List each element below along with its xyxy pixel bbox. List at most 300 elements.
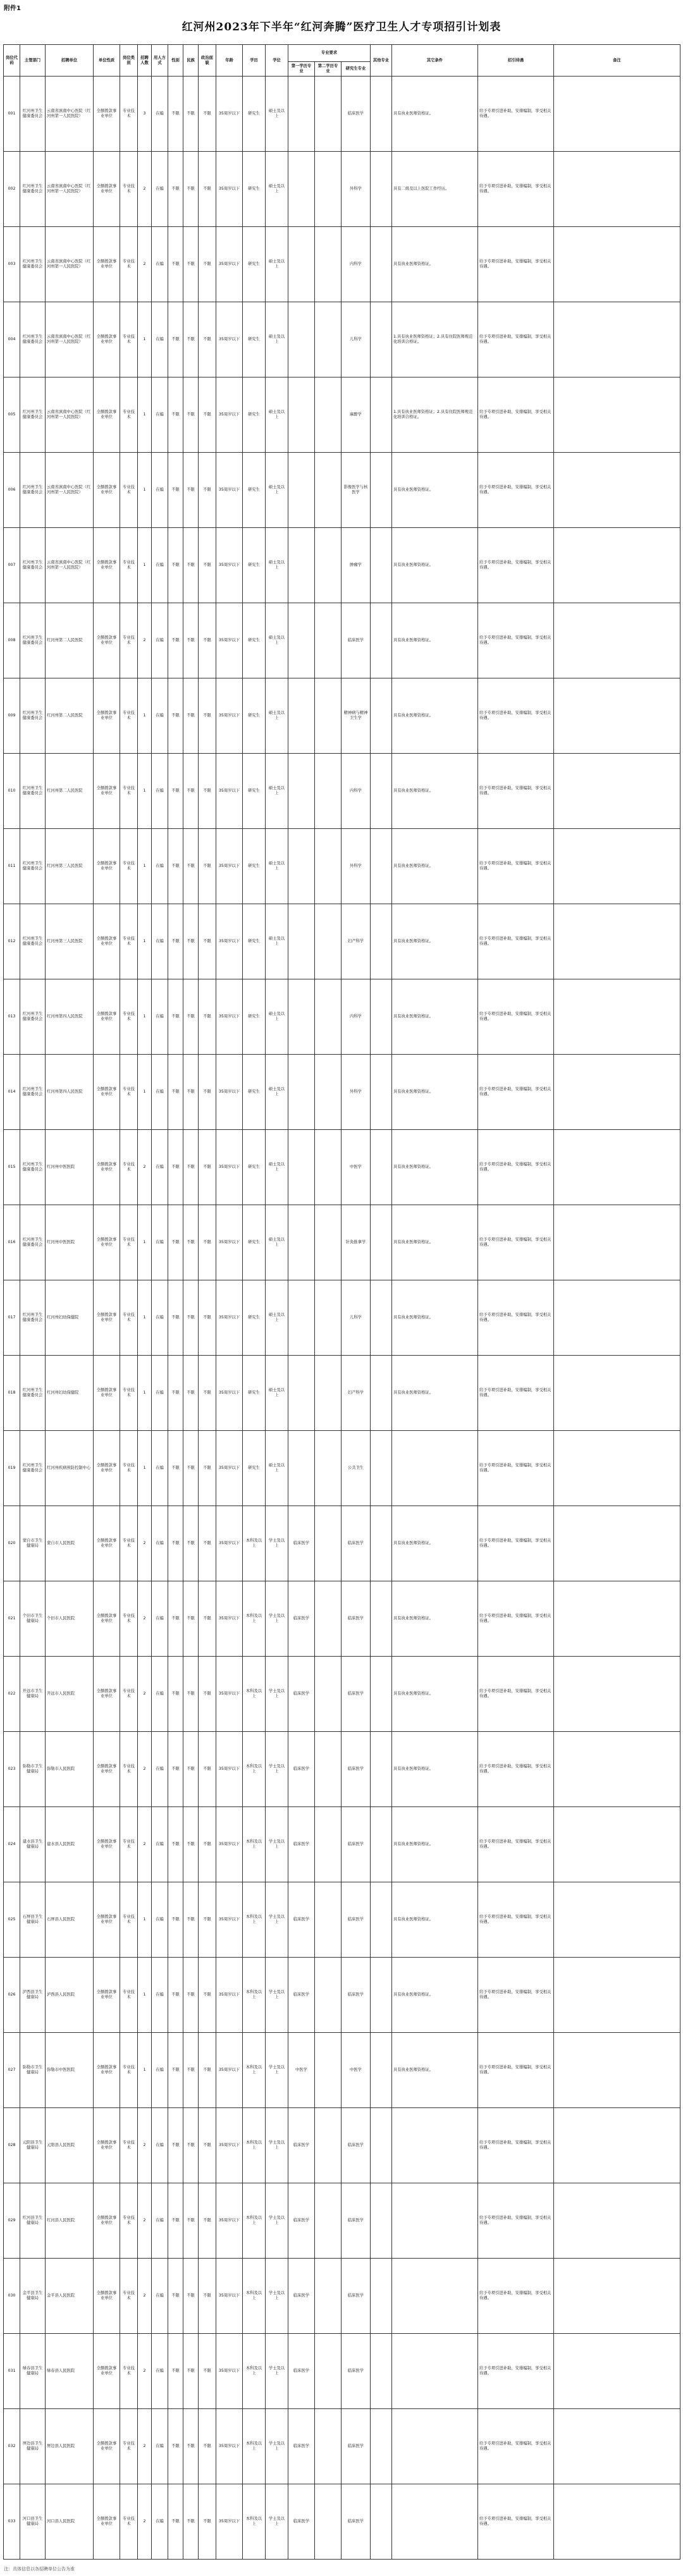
cell-nation: 不限 [183, 2108, 199, 2183]
cell-unit-type: 全额拨款事业单位 [94, 603, 120, 678]
cell-unit-type: 全额拨款事业单位 [94, 77, 120, 152]
cell-degree: 硕士及以上 [266, 453, 288, 528]
cell-edu: 研究生 [243, 1055, 266, 1130]
cell-major2 [315, 2334, 342, 2409]
cell-remark [554, 2334, 680, 2409]
cell-nation: 不限 [183, 302, 199, 377]
cell-no: 026 [4, 1958, 20, 2033]
cell-major1 [288, 678, 315, 754]
cell-nation: 不限 [183, 1581, 199, 1657]
cell-count: 1 [138, 2033, 152, 2108]
cell-major1: 临床医学 [288, 1581, 315, 1657]
cell-degree: 硕士及以上 [266, 302, 288, 377]
cell-major1 [288, 77, 315, 152]
cell-conditions: 具有执业医师资格证。 [392, 1732, 478, 1807]
cell-unit-type: 全额拨款事业单位 [94, 1130, 120, 1205]
cell-gender: 不限 [168, 2259, 183, 2334]
cell-treatment: 给予专项引进补助，安排编制，享受相关待遇。 [478, 2409, 554, 2484]
cell-unit: 蒙自市人民医院 [46, 1506, 94, 1581]
cell-major1: 临床医学 [288, 1732, 315, 1807]
cell-age: 35周岁以下 [216, 1130, 243, 1205]
cell-unit-type: 全额拨款事业单位 [94, 904, 120, 979]
cell-unit: 泸西县人民医院 [46, 1958, 94, 2033]
cell-count: 1 [138, 1280, 152, 1356]
cell-gender: 不限 [168, 377, 183, 453]
cell-treatment: 给予专项引进补助，安排编制，享受相关待遇。 [478, 2183, 554, 2259]
cell-unit: 绿春县人民医院 [46, 2334, 94, 2409]
table-row [4, 1205, 680, 1280]
cell-politics: 不限 [199, 152, 216, 227]
cell-gender: 不限 [168, 2108, 183, 2183]
cell-nation: 不限 [183, 1356, 199, 1431]
cell-remark [554, 2033, 680, 2108]
cell-post-type: 专业技术 [120, 2484, 138, 2560]
cell-politics: 不限 [199, 2033, 216, 2108]
cell-gender: 不限 [168, 1882, 183, 1958]
cell-age: 35周岁以下 [216, 678, 243, 754]
cell-other-major [371, 1506, 392, 1581]
cell-other-major [371, 2484, 392, 2560]
cell-unit-type: 全额拨款事业单位 [94, 1882, 120, 1958]
cell-count: 1 [138, 678, 152, 754]
cell-age: 35周岁以下 [216, 1807, 243, 1882]
cell-major2 [315, 1807, 342, 1882]
cell-remark [554, 77, 680, 152]
cell-degree: 学士及以上 [266, 2334, 288, 2409]
cell-nation: 不限 [183, 1506, 199, 1581]
cell-conditions [392, 2334, 478, 2409]
cell-age: 35周岁以下 [216, 2484, 243, 2560]
cell-gender: 不限 [168, 2334, 183, 2409]
cell-unit-type: 全额拨款事业单位 [94, 2484, 120, 2560]
table-row [4, 302, 680, 377]
cell-unit: 红河州第二人民医院 [46, 678, 94, 754]
cell-post-type: 专业技术 [120, 2334, 138, 2409]
cell-major2 [315, 1732, 342, 1807]
cell-remark [554, 1958, 680, 2033]
cell-remark [554, 528, 680, 603]
cell-other-major [371, 1356, 392, 1431]
cell-region: 红河州卫生健康委员会 [20, 377, 46, 453]
header-major3: 研究生专业 [342, 62, 371, 77]
cell-hire-mode: 在编 [152, 77, 168, 152]
cell-edu: 研究生 [243, 528, 266, 603]
cell-nation: 不限 [183, 2484, 199, 2560]
cell-region: 红河州卫生健康委员会 [20, 603, 46, 678]
header-major1: 第一学历专业 [288, 62, 315, 77]
cell-conditions: 具有执业医师资格证。 [392, 2033, 478, 2108]
cell-major1: 临床医学 [288, 2334, 315, 2409]
table-row [4, 603, 680, 678]
cell-conditions: 具有执业医师资格证。 [392, 77, 478, 152]
cell-nation: 不限 [183, 754, 199, 829]
cell-conditions: 具有执业医师资格证。 [392, 1958, 478, 2033]
cell-region: 弥勒市卫生健康局 [20, 2033, 46, 2108]
cell-region: 红河州卫生健康委员会 [20, 453, 46, 528]
cell-hire-mode: 在编 [152, 1055, 168, 1130]
cell-major1 [288, 227, 315, 302]
cell-count: 1 [138, 1431, 152, 1506]
cell-treatment: 给予专项引进补助，安排编制，享受相关待遇。 [478, 377, 554, 453]
cell-age: 35周岁以下 [216, 1958, 243, 2033]
cell-major1 [288, 1431, 315, 1506]
cell-treatment: 给予专项引进补助，安排编制，享受相关待遇。 [478, 152, 554, 227]
cell-treatment: 给予专项引进补助，安排编制，享受相关待遇。 [478, 678, 554, 754]
cell-gender: 不限 [168, 1581, 183, 1657]
cell-conditions: 具有执业医师资格证。 [392, 829, 478, 904]
cell-region: 红河州卫生健康委员会 [20, 979, 46, 1055]
cell-nation: 不限 [183, 1280, 199, 1356]
cell-gender: 不限 [168, 829, 183, 904]
cell-unit: 弥勒市人民医院 [46, 1732, 94, 1807]
cell-post-type: 专业技术 [120, 1657, 138, 1732]
cell-hire-mode: 在编 [152, 2033, 168, 2108]
cell-unit-type: 全额拨款事业单位 [94, 979, 120, 1055]
cell-edu: 研究生 [243, 152, 266, 227]
cell-post-type: 专业技术 [120, 1732, 138, 1807]
cell-conditions: 具有执业医师资格证。 [392, 979, 478, 1055]
cell-major1 [288, 904, 315, 979]
cell-age: 35周岁以下 [216, 152, 243, 227]
cell-unit: 屏边县人民医院 [46, 2409, 94, 2484]
cell-age: 35周岁以下 [216, 2409, 243, 2484]
cell-major3: 外科学 [342, 152, 371, 227]
cell-remark [554, 1581, 680, 1657]
cell-region: 红河州卫生健康委员会 [20, 678, 46, 754]
cell-conditions: 具有二级及以上医院工作经历。 [392, 152, 478, 227]
cell-remark [554, 904, 680, 979]
cell-gender: 不限 [168, 1356, 183, 1431]
cell-treatment: 给予专项引进补助，安排编制，享受相关待遇。 [478, 77, 554, 152]
cell-unit-type: 全额拨款事业单位 [94, 2108, 120, 2183]
cell-unit-type: 全额拨款事业单位 [94, 2259, 120, 2334]
cell-edu: 研究生 [243, 77, 266, 152]
cell-major3: 临床医学 [342, 2484, 371, 2560]
cell-remark [554, 979, 680, 1055]
cell-degree: 学士及以上 [266, 2484, 288, 2560]
cell-conditions: 具有执业医师资格证。 [392, 603, 478, 678]
cell-unit-type: 全额拨款事业单位 [94, 1958, 120, 2033]
cell-age: 35周岁以下 [216, 2334, 243, 2409]
cell-age: 35周岁以下 [216, 453, 243, 528]
cell-politics: 不限 [199, 1882, 216, 1958]
cell-no: 009 [4, 678, 20, 754]
cell-count: 1 [138, 302, 152, 377]
cell-major2 [315, 377, 342, 453]
cell-region: 红河州卫生健康委员会 [20, 754, 46, 829]
cell-hire-mode: 在编 [152, 2484, 168, 2560]
cell-major1 [288, 754, 315, 829]
cell-remark [554, 1807, 680, 1882]
cell-region: 红河州卫生健康委员会 [20, 1356, 46, 1431]
cell-post-type: 专业技术 [120, 1280, 138, 1356]
cell-other-major [371, 2259, 392, 2334]
table-row [4, 528, 680, 603]
cell-degree: 硕士及以上 [266, 377, 288, 453]
cell-politics: 不限 [199, 1280, 216, 1356]
cell-region: 绿春县卫生健康局 [20, 2334, 46, 2409]
cell-count: 3 [138, 77, 152, 152]
cell-other-major [371, 152, 392, 227]
cell-unit-type: 全额拨款事业单位 [94, 829, 120, 904]
cell-nation: 不限 [183, 1657, 199, 1732]
cell-major3: 内科学 [342, 979, 371, 1055]
cell-region: 屏边县卫生健康局 [20, 2409, 46, 2484]
cell-major3: 临床医学 [342, 2259, 371, 2334]
table-row [4, 829, 680, 904]
cell-age: 35周岁以下 [216, 1055, 243, 1130]
cell-hire-mode: 在编 [152, 1431, 168, 1506]
cell-politics: 不限 [199, 2108, 216, 2183]
cell-unit: 弥勒市中医医院 [46, 2033, 94, 2108]
cell-other-major [371, 603, 392, 678]
cell-edu: 本科及以上 [243, 2334, 266, 2409]
cell-politics: 不限 [199, 302, 216, 377]
cell-treatment: 给予专项引进补助，安排编制，享受相关待遇。 [478, 1055, 554, 1130]
cell-remark [554, 2484, 680, 2560]
cell-post-type: 专业技术 [120, 829, 138, 904]
cell-remark [554, 2259, 680, 2334]
cell-age: 35周岁以下 [216, 1506, 243, 1581]
cell-no: 003 [4, 227, 20, 302]
cell-unit: 红河州妇幼保健院 [46, 1356, 94, 1431]
cell-count: 2 [138, 152, 152, 227]
cell-other-major [371, 77, 392, 152]
cell-politics: 不限 [199, 2409, 216, 2484]
table-row [4, 152, 680, 227]
cell-conditions: 具有执业医师资格证。 [392, 1280, 478, 1356]
cell-no: 027 [4, 2033, 20, 2108]
cell-gender: 不限 [168, 678, 183, 754]
cell-major2 [315, 1356, 342, 1431]
table-row [4, 2484, 680, 2560]
cell-major3: 儿科学 [342, 302, 371, 377]
cell-unit: 红河州中医医院 [46, 1130, 94, 1205]
cell-unit: 云南省滇南中心医院（红河州第一人民医院） [46, 77, 94, 152]
table-row [4, 453, 680, 528]
cell-count: 2 [138, 2259, 152, 2334]
cell-politics: 不限 [199, 1581, 216, 1657]
cell-region: 红河州卫生健康委员会 [20, 302, 46, 377]
cell-major3: 儿科学 [342, 1280, 371, 1356]
cell-remark [554, 1130, 680, 1205]
cell-politics: 不限 [199, 528, 216, 603]
cell-major2 [315, 904, 342, 979]
cell-major3: 临床医学 [342, 2108, 371, 2183]
cell-major2 [315, 77, 342, 152]
table-row [4, 1732, 680, 1807]
cell-gender: 不限 [168, 603, 183, 678]
cell-unit-type: 全额拨款事业单位 [94, 528, 120, 603]
cell-unit: 红河州第三人民医院 [46, 829, 94, 904]
header-hire-mode: 用人方式 [152, 45, 168, 77]
cell-count: 2 [138, 2334, 152, 2409]
cell-degree: 硕士及以上 [266, 1205, 288, 1280]
cell-major2 [315, 528, 342, 603]
header-post-type: 岗位类别 [120, 45, 138, 77]
cell-no: 006 [4, 453, 20, 528]
cell-age: 35周岁以下 [216, 1581, 243, 1657]
cell-age: 35周岁以下 [216, 302, 243, 377]
cell-nation: 不限 [183, 1807, 199, 1882]
cell-post-type: 专业技术 [120, 2183, 138, 2259]
cell-region: 红河州卫生健康委员会 [20, 1431, 46, 1506]
cell-major2 [315, 152, 342, 227]
cell-unit-type: 全额拨款事业单位 [94, 453, 120, 528]
header-region: 主管部门 [20, 45, 46, 77]
cell-treatment: 给予专项引进补助，安排编制，享受相关待遇。 [478, 1506, 554, 1581]
cell-degree: 硕士及以上 [266, 77, 288, 152]
cell-major2 [315, 2259, 342, 2334]
cell-major2 [315, 829, 342, 904]
cell-unit-type: 全额拨款事业单位 [94, 1732, 120, 1807]
cell-age: 35周岁以下 [216, 1431, 243, 1506]
cell-count: 2 [138, 1581, 152, 1657]
cell-degree: 学士及以上 [266, 2033, 288, 2108]
cell-unit: 个旧市人民医院 [46, 1581, 94, 1657]
cell-degree: 硕士及以上 [266, 754, 288, 829]
table-row [4, 1506, 680, 1581]
cell-politics: 不限 [199, 2183, 216, 2259]
cell-gender: 不限 [168, 2484, 183, 2560]
cell-no: 001 [4, 77, 20, 152]
header-no: 岗位代码 [4, 45, 20, 77]
cell-major1: 临床医学 [288, 2259, 315, 2334]
cell-region: 红河州卫生健康委员会 [20, 227, 46, 302]
cell-unit: 云南省滇南中心医院（红河州第一人民医院） [46, 528, 94, 603]
cell-region: 个旧市卫生健康局 [20, 1581, 46, 1657]
cell-hire-mode: 在编 [152, 2259, 168, 2334]
cell-major2 [315, 2108, 342, 2183]
cell-unit-type: 全额拨款事业单位 [94, 1205, 120, 1280]
cell-nation: 不限 [183, 1130, 199, 1205]
cell-hire-mode: 在编 [152, 1506, 168, 1581]
cell-conditions [392, 2108, 478, 2183]
cell-post-type: 专业技术 [120, 2259, 138, 2334]
cell-degree: 硕士及以上 [266, 227, 288, 302]
cell-nation: 不限 [183, 152, 199, 227]
cell-unit-type: 全额拨款事业单位 [94, 1581, 120, 1657]
cell-edu: 研究生 [243, 1130, 266, 1205]
cell-degree: 学士及以上 [266, 2183, 288, 2259]
cell-count: 1 [138, 1958, 152, 2033]
cell-nation: 不限 [183, 603, 199, 678]
cell-count: 1 [138, 1356, 152, 1431]
cell-count: 2 [138, 1807, 152, 1882]
cell-major3: 临床医学 [342, 2334, 371, 2409]
cell-gender: 不限 [168, 227, 183, 302]
cell-other-major [371, 979, 392, 1055]
cell-politics: 不限 [199, 453, 216, 528]
cell-hire-mode: 在编 [152, 829, 168, 904]
cell-gender: 不限 [168, 1732, 183, 1807]
cell-no: 013 [4, 979, 20, 1055]
cell-region: 弥勒市卫生健康局 [20, 1732, 46, 1807]
cell-unit-type: 全额拨款事业单位 [94, 152, 120, 227]
cell-remark [554, 1055, 680, 1130]
cell-degree: 硕士及以上 [266, 829, 288, 904]
cell-major3: 临床医学 [342, 1807, 371, 1882]
table-row [4, 2183, 680, 2259]
cell-other-major [371, 1732, 392, 1807]
cell-nation: 不限 [183, 1882, 199, 1958]
header-nation: 民族 [183, 45, 199, 77]
cell-remark [554, 1356, 680, 1431]
cell-major1: 临床医学 [288, 2484, 315, 2560]
cell-no: 025 [4, 1882, 20, 1958]
cell-remark [554, 1431, 680, 1506]
cell-gender: 不限 [168, 1130, 183, 1205]
cell-edu: 本科及以上 [243, 2108, 266, 2183]
cell-region: 河口县卫生健康局 [20, 2484, 46, 2560]
cell-other-major [371, 1807, 392, 1882]
cell-post-type: 专业技术 [120, 1055, 138, 1130]
cell-count: 2 [138, 1732, 152, 1807]
cell-treatment: 给予专项引进补助，安排编制，享受相关待遇。 [478, 1807, 554, 1882]
cell-no: 012 [4, 904, 20, 979]
cell-major1 [288, 1205, 315, 1280]
cell-remark [554, 453, 680, 528]
table-row [4, 2033, 680, 2108]
cell-unit-type: 全额拨款事业单位 [94, 1055, 120, 1130]
cell-treatment: 给予专项引进补助，安排编制，享受相关待遇。 [478, 1657, 554, 1732]
cell-edu: 本科及以上 [243, 2259, 266, 2334]
cell-count: 1 [138, 829, 152, 904]
cell-treatment: 给予专项引进补助，安排编制，享受相关待遇。 [478, 1356, 554, 1431]
cell-conditions: 具有执业医师资格证。 [392, 1205, 478, 1280]
cell-treatment: 给予专项引进补助，安排编制，享受相关待遇。 [478, 453, 554, 528]
cell-major3: 临床医学 [342, 1581, 371, 1657]
cell-hire-mode: 在编 [152, 1732, 168, 1807]
cell-major2 [315, 2484, 342, 2560]
cell-edu: 本科及以上 [243, 1657, 266, 1732]
cell-region: 开远市卫生健康局 [20, 1657, 46, 1732]
cell-remark [554, 302, 680, 377]
cell-gender: 不限 [168, 2033, 183, 2108]
table-row [4, 1807, 680, 1882]
cell-remark [554, 754, 680, 829]
cell-major3: 临床医学 [342, 1732, 371, 1807]
cell-major1 [288, 603, 315, 678]
cell-no: 029 [4, 2183, 20, 2259]
cell-edu: 本科及以上 [243, 1882, 266, 1958]
cell-nation: 不限 [183, 1205, 199, 1280]
cell-politics: 不限 [199, 1807, 216, 1882]
table-row [4, 377, 680, 453]
cell-conditions: 具有执业医师资格证。 [392, 227, 478, 302]
cell-edu: 研究生 [243, 1431, 266, 1506]
header-major-group: 专业要求 [288, 45, 371, 62]
cell-unit-type: 全额拨款事业单位 [94, 2334, 120, 2409]
header-treatment: 招引待遇 [478, 45, 554, 77]
cell-unit-type: 全额拨款事业单位 [94, 754, 120, 829]
cell-major1: 临床医学 [288, 1657, 315, 1732]
cell-treatment: 给予专项引进补助，安排编制，享受相关待遇。 [478, 2334, 554, 2409]
cell-remark [554, 227, 680, 302]
cell-region: 红河州卫生健康委员会 [20, 77, 46, 152]
cell-unit-type: 全额拨款事业单位 [94, 678, 120, 754]
cell-major1: 临床医学 [288, 1882, 315, 1958]
cell-unit: 金平县人民医院 [46, 2259, 94, 2334]
table-header-row [4, 45, 680, 62]
header-degree: 学位 [266, 45, 288, 77]
cell-no: 004 [4, 302, 20, 377]
cell-age: 35周岁以下 [216, 377, 243, 453]
cell-politics: 不限 [199, 377, 216, 453]
cell-unit: 云南省滇南中心医院（红河州第一人民医院） [46, 302, 94, 377]
cell-age: 35周岁以下 [216, 1732, 243, 1807]
cell-hire-mode: 在编 [152, 1657, 168, 1732]
